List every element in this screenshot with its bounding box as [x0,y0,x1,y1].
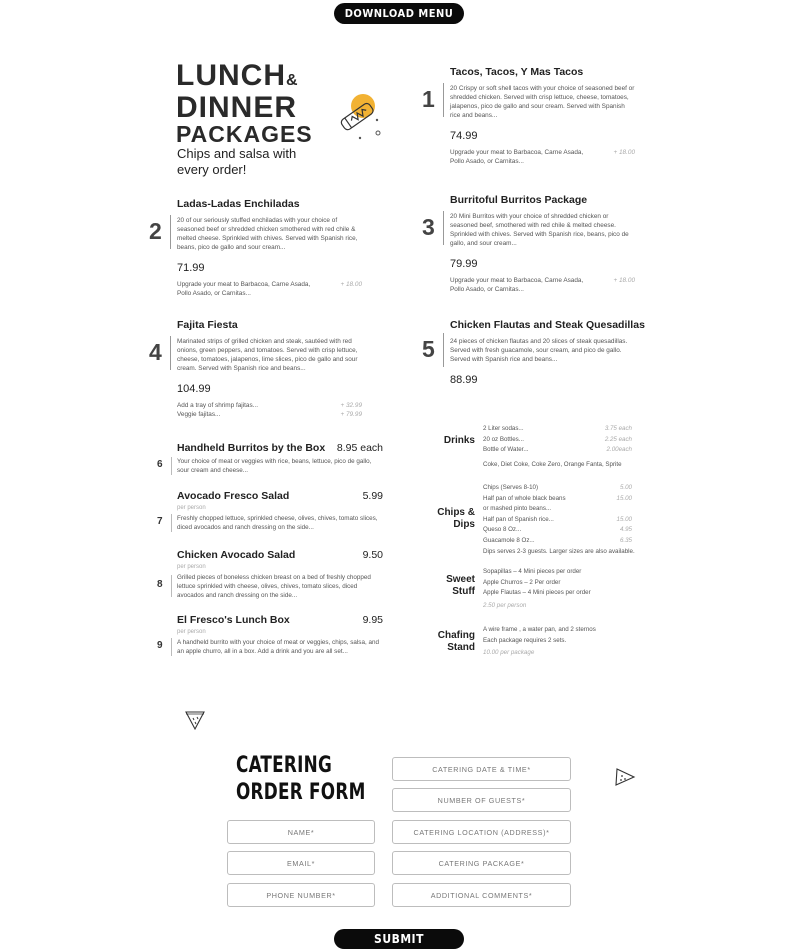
package-number: 2 [149,218,162,244]
package-number: 5 [422,336,435,362]
drinks-section [437,424,652,468]
divider [170,336,171,370]
submit-button[interactable]: SUBMIT [334,929,464,949]
package-title: Ladas-Ladas Enchiladas [177,198,300,210]
item-per-unit: per person [177,505,206,511]
divider [171,638,172,656]
item-description: 6 Your choice of meat or veggies with rice, beans, lettuce, pico de gallo, sour cream and cheese... [157,458,372,474]
package-price: 71.99 [177,262,205,274]
item-number: 6 [157,459,163,470]
item-price: 9.95 [362,614,383,626]
divider [443,83,444,117]
phone-number-field[interactable] [227,883,375,907]
package-description: 24 pieces of chicken flautas and 20 slices of steak quesadillas. Served with fresh guacamole, sour cream, and pico de gallo. Served with Spanish rice and beans... [450,338,628,363]
name-field[interactable] [227,820,375,844]
menu-item-8 [157,549,383,600]
divider [170,215,171,249]
item-price: 8.95 each [336,442,383,454]
item-per-unit: per person [177,629,206,635]
list-item: Bottle of Water... 2.00each [483,446,632,453]
package-3 [422,194,635,294]
item-price: 5.99 [362,490,383,502]
pizza-slice-icon [184,709,206,731]
additional-comments-field[interactable] [392,883,571,907]
item-description: 8 Grilled pieces of boneless chicken breast on a bed of freshly chopped lettuce sprinkled with cheese, olives, chives, tomato slices, diced avocados and ranch dressing on the side... [157,574,371,599]
item-price: 9.50 [362,549,383,561]
section-label: Drinks [443,435,475,446]
package-title: Burritoful Burritos Package [450,194,588,206]
list-item: 2 Liter sodas... 3.75 each [483,425,632,432]
package-5 [422,319,645,393]
section-note: Coke, Diet Coke, Coke Zero, Orange Fanta, Sprite [483,460,622,468]
catering-location-field[interactable] [392,820,571,844]
package-title: Fajita Fiesta [177,319,238,331]
item-number: 8 [157,579,163,590]
divider [171,514,172,532]
sweet-stuff-section [437,567,652,609]
item-title: Chicken Avocado Salad [177,549,296,561]
list-item: Apple Churros – 2 Per order [483,578,561,586]
section-price: 2.50 per person [483,601,527,609]
title-ampersand: & [286,72,299,89]
package-price: 104.99 [177,383,211,395]
item-number: 9 [157,640,163,651]
package-price: 88.99 [450,374,478,386]
package-1 [422,66,635,166]
catering-date-time-field[interactable] [392,757,571,781]
pizza-slice-icon [614,767,636,787]
list-item: Chips (Serves 8-10) 5.00 [483,484,632,491]
package-number: 1 [422,86,435,112]
item-description: 9 A handheld burrito with your choice of meat or veggies, chips, salsa, and an apple churro, all in a box. Add a drink and you are all set... [157,639,379,655]
title-lunch: LUNCH [176,59,286,92]
package-number: 3 [422,214,435,240]
package-addon: Veggie fajitas... + 79.99 [177,410,362,418]
divider [443,211,444,245]
email-field[interactable] [227,851,375,875]
section-note: Dips serves 2-3 guests. Larger sizes are also available. [483,548,635,555]
package-price: 74.99 [450,130,478,142]
burrito-icon [330,88,390,143]
menu-item-7 [157,490,383,532]
section-label: Chafing Stand [437,630,475,653]
package-4 [149,319,362,419]
list-item: Apple Flautas – 4 Mini pieces per order [483,589,591,596]
item-per-unit: per person [177,564,206,570]
package-description: 20 Mini Burritos with your choice of shredded chicken or seasoned beef, smothered with red chile & melted cheese. Sprinkled with chives. Served with Spanish rice, beans, pico de gallo, and sour cream... [450,213,629,247]
download-menu-button[interactable]: DOWNLOAD MENU [334,3,464,24]
chips-dips-section [437,483,652,555]
title-packages: PACKAGES [176,121,313,147]
section-label: Sweet Stuff [446,574,475,597]
package-description: 20 of our seriously stuffed enchiladas with your choice of seasoned beef or shredded chicken smothered with red chile & melted cheese. Sprinkled with chives. Served with Spanish rice, beans, pico de gallo and sour cream... [177,217,358,251]
package-description: 20 Crispy or soft shell tacos with your choice of seasoned beef or shredded chicken. Served with crisp lettuce, cheese, tomatoes, jalapenos, pico de gallo and sour cream. Served with Spanish rice and beans... [450,85,635,119]
list-item: Guacamole 8 Oz... 6.35 [483,536,632,544]
package-addon: Upgrade your meat to Barbacoa, Carne Asada, Pollo Asado, or Carnitas... + 18.00 [177,281,362,297]
number-of-guests-field[interactable] [392,788,571,812]
form-title: CATERING ORDER FORM [236,753,366,805]
package-addon: Upgrade your meat to Barbacoa, Carne Asada, Pollo Asado, or Carnitas... + 18.00 [450,149,635,165]
divider [171,457,172,475]
list-item: or mashed pinto beans... [483,505,552,512]
page-title [176,59,313,147]
list-item: Half pan of Spanish rice... 15.00 [483,515,632,523]
item-number: 7 [157,516,163,527]
list-item: Queso 8 Oz... 4.95 [483,526,632,533]
menu-item-9 [157,614,383,656]
section-label: Chips & Dips [437,507,475,530]
hero-subtitle: Chips and salsa with every order! [177,146,297,177]
chafing-stand-section [437,625,652,656]
list-item: Half pan of whole black beans 15.00 [483,494,632,502]
package-description: Marinated strips of grilled chicken and steak, sautéed with red onions, green peppers, and tomatoes. Served with crisp lettuce, cheese, tomatoes, jalapenos, lime slices, pico de gallo and sour cream. Served with Spanish rice and beans... [177,338,358,372]
package-number: 4 [149,339,162,365]
package-addon: Upgrade your meat to Barbacoa, Carne Asada, Pollo Asado, or Carnitas... + 18.00 [450,277,635,293]
section-price: 10.00 per package [483,649,535,656]
item-description: 7 Freshly chopped lettuce, sprinkled cheese, olives, chives, tomato slices, diced avocados and ranch dressing on the side... [157,515,378,531]
menu-item-6 [157,442,383,475]
package-title: Chicken Flautas and Steak Quesadillas [450,319,645,331]
catering-package-field[interactable] [392,851,571,875]
divider [171,575,172,597]
package-addon: Add a tray of shrimp fajitas... + 32.99 [177,402,362,409]
package-price: 79.99 [450,258,478,270]
list-item: 20 oz Bottles... 2.25 each [483,435,632,443]
item-title: El Fresco's Lunch Box [177,614,290,626]
list-item: Sopapillas – 4 Mini pieces per order [483,568,582,575]
item-title: Avocado Fresco Salad [177,490,290,502]
item-title: Handheld Burritos by the Box [177,442,326,454]
list-item: Each package requires 2 sets. [483,636,567,644]
divider [443,333,444,367]
package-2 [149,198,362,298]
list-item: A wire frame , a water pan, and 2 sternos [483,626,596,633]
package-title: Tacos, Tacos, Y Mas Tacos [450,66,584,78]
title-dinner: DINNER [176,91,298,124]
